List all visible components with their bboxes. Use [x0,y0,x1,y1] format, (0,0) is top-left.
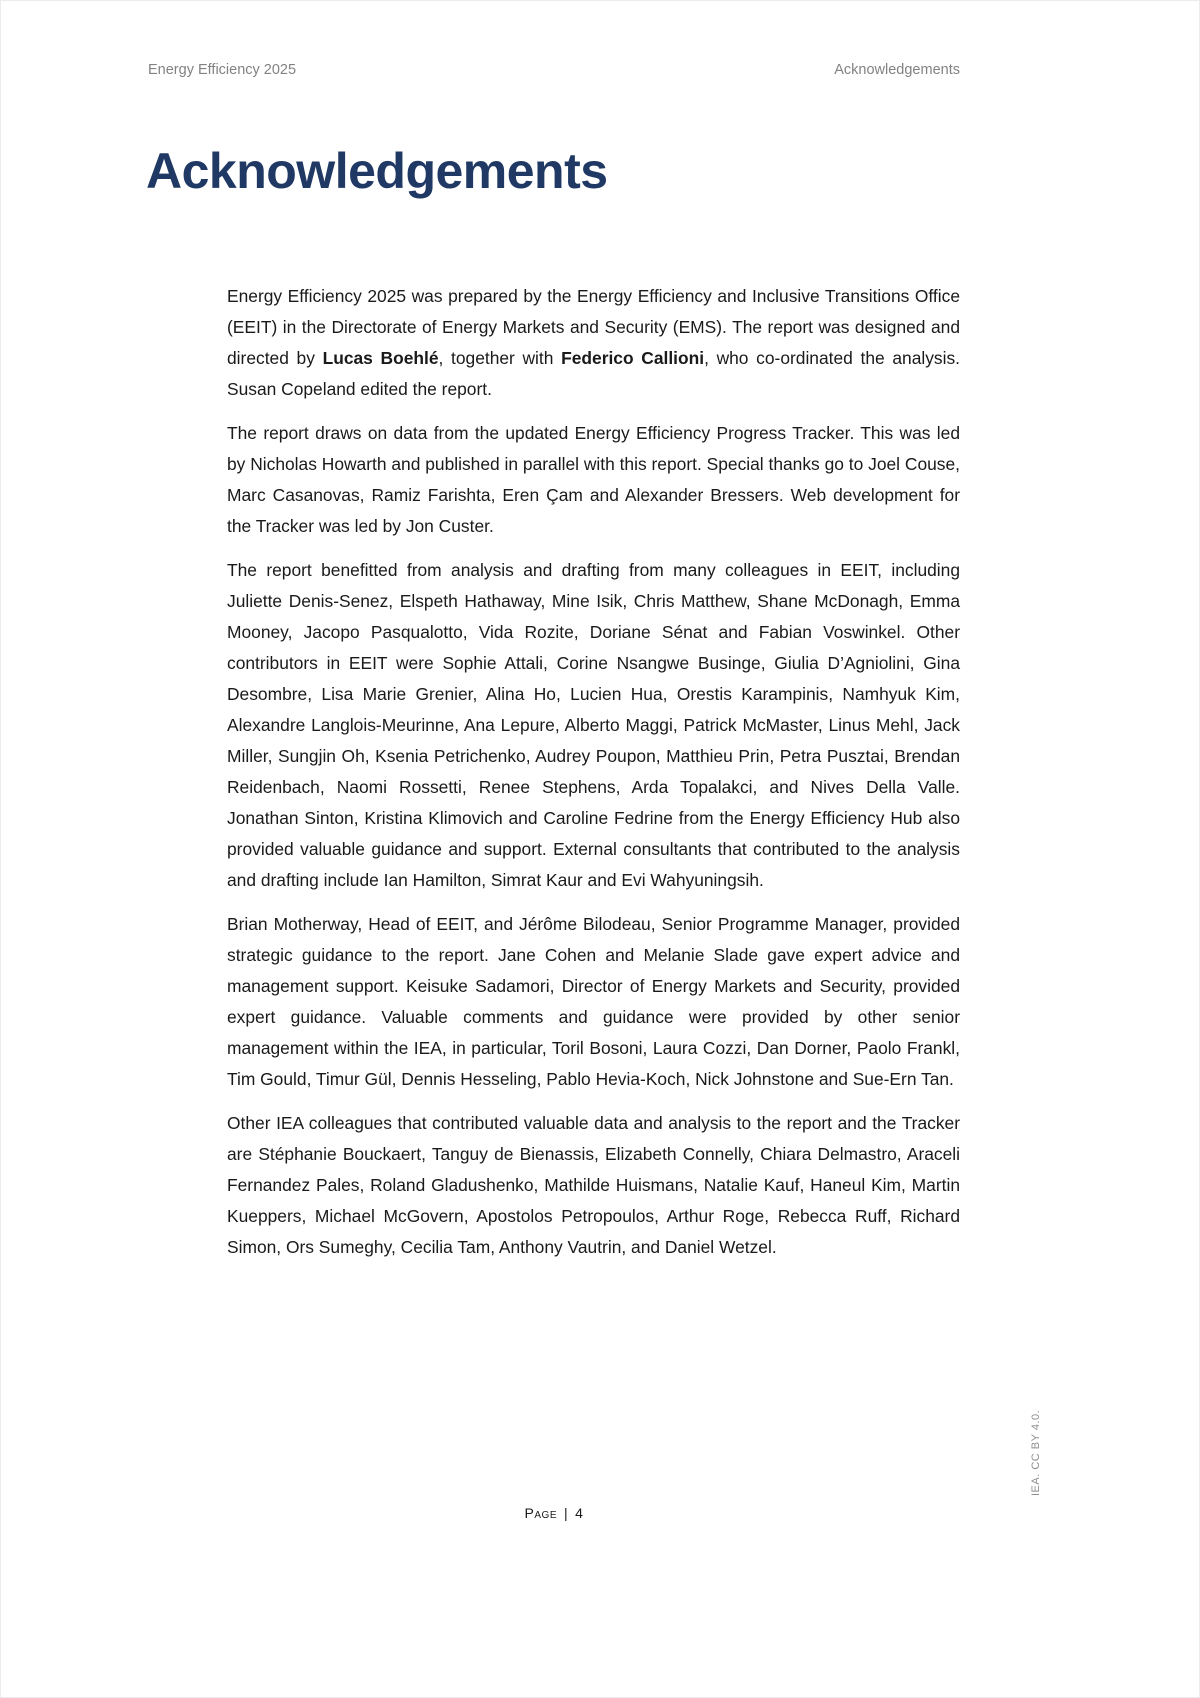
paragraph [227,418,960,542]
footer-separator: | [564,1505,569,1521]
footer-page-word: Page [524,1505,558,1521]
page-header [148,62,960,78]
header-report-title: Energy Efficiency 2025 [148,62,297,78]
paragraph [227,1108,960,1263]
paragraph [227,909,960,1095]
text-segment: The report benefitted from analysis and drafting from many colleagues in EEIT, including Juliette Denis-Senez, Elspeth Hathaway, Mine Isik, Chris Matthew, Shane McDonagh, Emma Mooney, Jacopo Pasqualotto, Vida Rozite, Doriane Sénat and Fabian Voswinkel. Other contributors in EEIT were Sophie Attali, Corine Nsangwe Businge, Giulia D’Agniolini, Gina Desombre, Lisa Marie Grenier, Alina Ho, Lucien Hua, Orestis Karampinis, Namhyuk Kim, Alexandre Langlois-Meurinne, Ana Lepure, Alberto Maggi, Patrick McMaster, Linus Mehl, Jack Miller, Sungjin Oh, Ksenia Petrichenko, Audrey Poupon, Matthieu Prin, Petra Pusztai, Brendan Reidenbach, Naomi Rossetti, Renee Stephens, Arda Topalakci, and Nives Della Valle. Jonathan Sinton, Kristina Klimovich and Caroline Fedrine from the Energy Efficiency Hub also provided valuable guidance and support. External consultants that contributed to the analysis and drafting include Ian Hamilton, Simrat Kaur and Evi Wahyuningsih. [227,560,960,890]
text-segment: The report draws on data from the updated Energy Efficiency Progress Tracker. This was led by Nicholas Howarth and published in parallel with this report. Special thanks go to Joel Couse, Marc Casanovas, Ramiz Farishta, Eren Çam and Alexander Bressers. Web development for the Tracker was led by Jon Custer. [227,423,960,536]
paragraph [227,555,960,896]
text-segment: Energy Efficiency 2025 was prepared by the Energy Efficiency and Inclusive Transitions Office (EEIT) in the Directorate of Energy Markets and Security (EMS). The report was designed and directed by [227,286,960,368]
bold-name: Lucas Boehlé [322,348,439,368]
bold-name: Federico Callioni [561,348,705,368]
text-segment: Other IEA colleagues that contributed valuable data and analysis to the report and the Tracker are Stéphanie Bouckaert, Tanguy de Bienassis, Elizabeth Connelly, Chiara Delmastro, Araceli Fernandez Pales, Roland Gladushenko, Mathilde Huismans, Natalie Kauf, Haneul Kim, Martin Kueppers, Michael McGovern, Apostolos Petropoulos, Arthur Roge, Rebecca Ruff, Richard Simon, Ors Sumeghy, Cecilia Tam, Anthony Vautrin, and Daniel Wetzel. [227,1113,960,1257]
text-segment: Brian Motherway, Head of EEIT, and Jérôme Bilodeau, Senior Programme Manager, provided strategic guidance to the report. Jane Cohen and Melanie Slade gave expert advice and management support. Keisuke Sadamori, Director of Energy Markets and Security, provided expert guidance. Valuable comments and guidance were provided by other senior management within the IEA, in particular, Toril Bosoni, Laura Cozzi, Dan Dorner, Paolo Frankl, Tim Gould, Timur Gül, Dennis Hesseling, Pablo Hevia-Koch, Nick Johnstone and Sue-Ern Tan. [227,914,960,1089]
paragraphs-container [227,281,960,1276]
paragraph [227,281,960,405]
page-footer [148,1505,960,1521]
footer-page-number: 4 [575,1505,584,1521]
header-chapter-title: Acknowledgements [834,62,960,78]
license-note: IEA. CC BY 4.0. [1030,1409,1042,1496]
text-segment: , who co-ordinated the analysis. Susan Copeland edited the report. [227,348,961,399]
page-title: Acknowledgements [146,143,608,199]
text-segment: , together with [438,348,562,368]
